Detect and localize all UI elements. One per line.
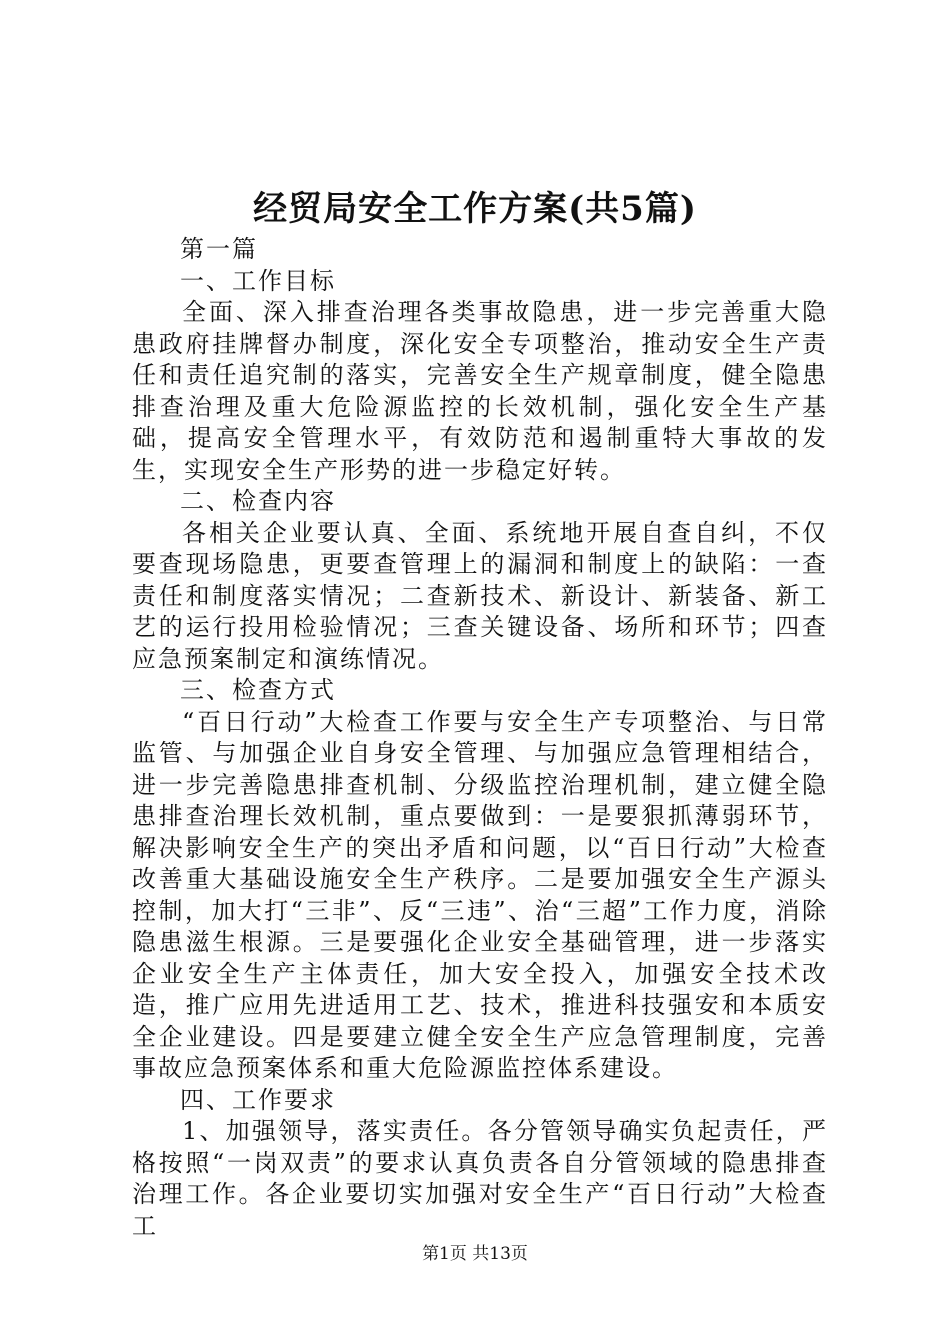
section-heading-inspection-content: 二、检查内容 xyxy=(180,487,336,515)
section-heading-goals: 一、工作目标 xyxy=(180,266,336,295)
section-body-work-requirements: 1、加强领导，落实责任。各分管领导确实负起责任，严格按照“一岗双责”的要求认真负责各自分管领域的隐患排查治理工作。各企业要切实加强对安全生产“百日行动”大检查工 xyxy=(132,1117,828,1240)
document-title: 经贸局安全工作方案(共5篇) xyxy=(253,189,697,229)
section-body-inspection-content: 各相关企业要认真、全面、系统地开展自查自纠，不仅要查现场隐患，更要查管理上的漏洞和制度上的缺陷：一查责任和制度落实情况；二查新技术、新设计、新装备、新工艺的运行投用检验情况；三查关键设备、场所和环节；四查应急预案制定和演练情况。 xyxy=(132,518,828,673)
section-heading-inspection-method: 三、检查方式 xyxy=(180,676,336,704)
section-body-inspection-method: “百日行动”大检查工作要与安全生产专项整治、与日常监管、与加强企业自身安全管理、与加强应急管理相结合，进一步完善隐患排查机制、分级监控治理机制，建立健全隐患排查治理长效机制，重点要做到：一是要狠抓薄弱环节，解决影响安全生产的突出矛盾和问题，以“百日行动”大检查改善重大基础设施安全生产秩序。二是要加强安全生产源头控制，加大打“三非”、反“三违”、治“三超”工作力度，消除隐患滋生根源。三是要强化企业安全基础管理，进一步落实企业安全生产主体责任，加大安全投入，加强安全技术改造，推广应用先进适用工艺、技术，推进科技强安和本质安全企业建设。四是要建立健全安全生产应急管理制度，完善事故应急预案体系和重大危险源监控体系建设。 xyxy=(132,707,828,1082)
part-label: 第一篇 xyxy=(180,235,258,263)
section-heading-work-requirements: 四、工作要求 xyxy=(180,1085,336,1114)
page-indicator: 第1页 共13页 xyxy=(422,1244,528,1264)
document-body xyxy=(132,234,828,1242)
section-body-goals: 全面、深入排查治理各类事故隐患，进一步完善重大隐患政府挂牌督办制度，深化安全专项整治，推动安全生产责任和责任追究制的落实，完善安全生产规章制度，健全隐患排查治理及重大危险源监控的长效机制，强化安全生产基础，提高安全管理水平，有效防范和遏制重特大事故的发生，实现安全生产形势的进一步稳定好转。 xyxy=(132,298,828,484)
